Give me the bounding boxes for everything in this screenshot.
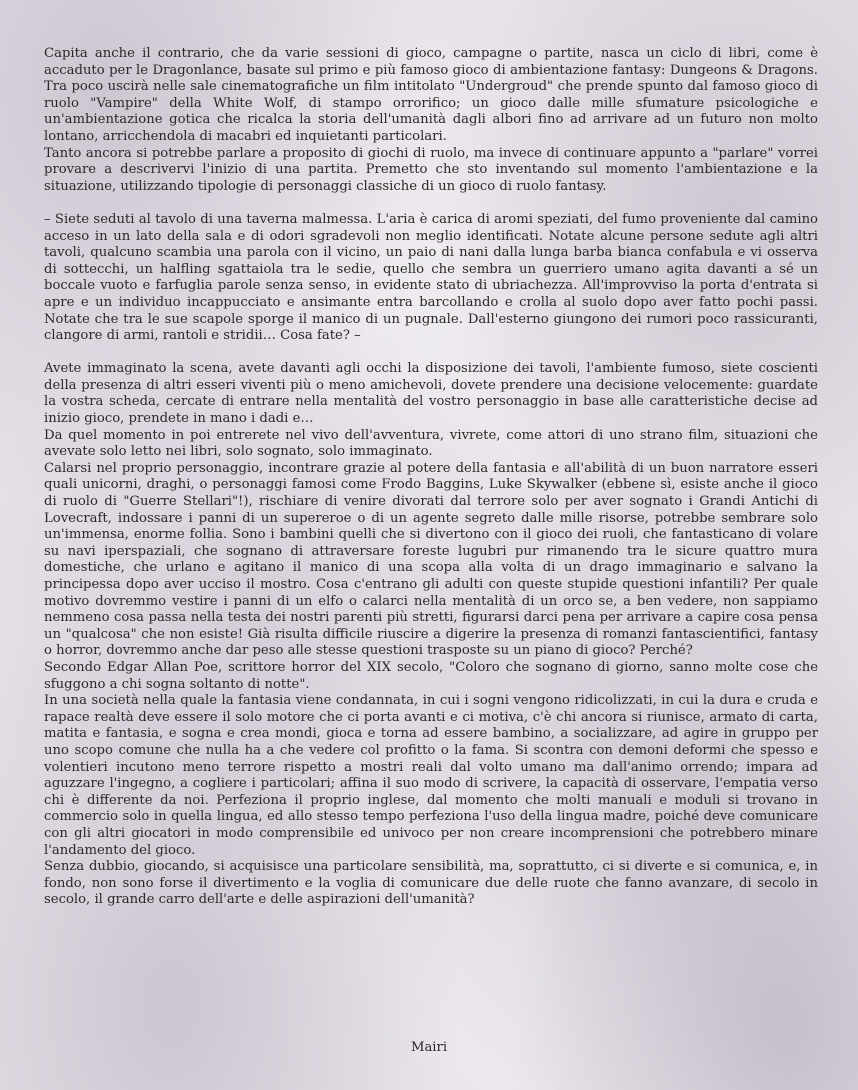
author-signature: Mairi (410, 1040, 448, 1055)
paragraph-3: Avete immaginato la scena, avete davanti agli occhi la disposizione dei tavoli, l'ambiente fumoso, siete coscienti della presenza di altri esseri viventi più o meno amichevoli, dovete prendere una decisione velocemente: guardate la vostra scheda, cercate di entrare nella mentalità del vostro personaggio in base alle caratteristiche decise ad inizio gioco, prendete in mano i dadi e… (44, 361, 818, 427)
paragraph-5: Calarsi nel proprio personaggio, incontrare grazie al potere della fantasia e all'abilità di un buon narratore esseri quali unicorni, draghi, o personaggi famosi come Frodo Baggins, Luke Skywalker (ebbene sì, esiste anche il gioco di ruolo di "Guerre Stellari"!), rischiare di venire divorati dal terrore solo per aver sognato i Grandi Antichi di Lovecraft, indossare i panni di un supereroe o di un agente segreto dalle mille risorse, potrebbe sembrare solo un'immensa, enorme follia. Sono i bambini quelli che si divertono con il gioco dei ruoli, che fantasticano di volare su navi iperspaziali, che sognano di attraversare foreste lugubri pur rimanendo tra le sicure quattro mura domestiche, che urlano e agitano il manico di una scopa alla volta di un drago immaginario e salvano la principessa dopo aver ucciso il mostro. Cosa c'entrano gli adulti con queste stupide questioni infantili? Per quale motivo dovremmo vestire i panni di un elfo o calarci nella mentalità di un orco se, a ben vedere, non sappiamo nemmeno cosa passa nella testa dei nostri parenti più stretti, figurarsi darci pena per arrivare a capire cosa pensa un "qualcosa" che non esiste! Già risulta difficile riuscire a digerire la presenza di romanzi fantascientifici, fantasy o horror, dovremmo anche dar peso alle stesse questioni trasposte su un piano di gioco? Perché? (44, 460, 818, 659)
paragraph-4: Da quel momento in poi entrerete nel vivo dell'avventura, vivrete, come attori di uno strano film, situazioni che avevate solo letto nei libri, solo sognato, solo immaginato. (44, 427, 818, 460)
paragraph-1: Capita anche il contrario, che da varie sessioni di gioco, campagne o partite, nasca un ciclo di libri, come è accaduto per le Dragonlance, basate sul primo e più famoso gioco di ambientazione fantasy: Dungeons & Dragons. Tra poco uscirà nelle sale cinematografiche un film intitolato "Undergroud" che prende spunto dal famoso gioco di ruolo "Vampire" della White Wolf, di stampo orrorifico; un gioco dalle mille sfumature psicologiche e un'ambientazione gotica che ricalca la storia dell'umanità dagli albori fino ad arrivare ad un futuro non molto lontano, arricchendola di macabri ed inquietanti particolari. (44, 46, 818, 144)
paragraph-gap (44, 345, 818, 362)
paragraph-6: Secondo Edgar Allan Poe, scrittore horror del XIX secolo, "Coloro che sognano di giorno, sanno molte cose che sfuggono a chi sogna soltanto di notte". (44, 659, 818, 692)
paragraph-8: Senza dubbio, giocando, si acquisisce una particolare sensibilità, ma, soprattutto, ci si diverte e si comunica, e, in fondo, non sono forse il divertimento e la voglia di comunicare due delle ruote che fanno avanzare, di secolo in secolo, il grande carro dell'arte e delle aspirazioni dell'umanità? (44, 859, 818, 908)
paragraph-gap (44, 195, 818, 212)
paragraph-2: Tanto ancora si potrebbe parlare a proposito di giochi di ruolo, ma invece di continuare appunto a "parlare" vorrei provare a descrivervi l'inizio di una partita. Premetto che sto inventando sul momento l'ambientazione e la situazione, utilizzando tipologie di personaggi classiche di un gioco di ruolo fantasy. (44, 145, 818, 194)
paragraph-7: In una società nella quale la fantasia viene condannata, in cui i sogni vengono ridicolizzati, in cui la dura e cruda e rapace realtà deve essere il solo motore che ci porta avanti e ci motiva, c'è chi ancora si riunisce, armato di carta, matita e fantasia, e sogna e crea mondi, gioca e torna ad essere bambino, a socializzare, ad agire in gruppo per uno scopo comune che nulla ha a che vedere col profitto o la fama. Si scontra con demoni deformi che spesso e volentieri incutono meno terrore rispetto a mostri reali dal volto umano ma dall'animo orrendo; impara ad aguzzare l'ingegno, a cogliere i particolari; affina il suo modo di scrivere, la capacità di osservare, l'empatia verso chi è differente da noi. Perfeziona il proprio inglese, dal momento che molti manuali e moduli si trovano in commercio solo in quella lingua, ed allo stesso tempo perfeziona l'uso della lingua madre, poiché deve comunicare con gli altri giocatori in modo comprensibile ed univoco per non creare incomprensioni che potrebbero minare l'andamento del gioco. (44, 693, 818, 858)
article-body (44, 46, 818, 909)
paragraph-scene-description: – Siete seduti al tavolo di una taverna malmessa. L'aria è carica di aromi speziati, del fumo proveniente dal camino acceso in un lato della sala e di odori sgradevoli non meglio identificati. Notate alcune persone sedute agli altri tavoli, qualcuno scambia una parola con il vicino, un paio di nani dalla lunga barba bianca confabula e vi osserva di sottecchi, un halfling sgattaiola tra le sedie, quello che sembra un guerriero umano agita davanti a sé un boccale vuoto e farfuglia parole senza senso, in evidente stato di ubriachezza. All'improvviso la porta d'entrata si apre e un individuo incappucciato e ansimante entra barcollando e crolla al suolo dopo aver fatto pochi passi. Notate che tra le sue scapole sporge il manico di un pugnale. Dall'esterno giungono dei rumori poco rassicuranti, clangore di armi, rantoli e stridii… Cosa fate? – (44, 211, 818, 344)
